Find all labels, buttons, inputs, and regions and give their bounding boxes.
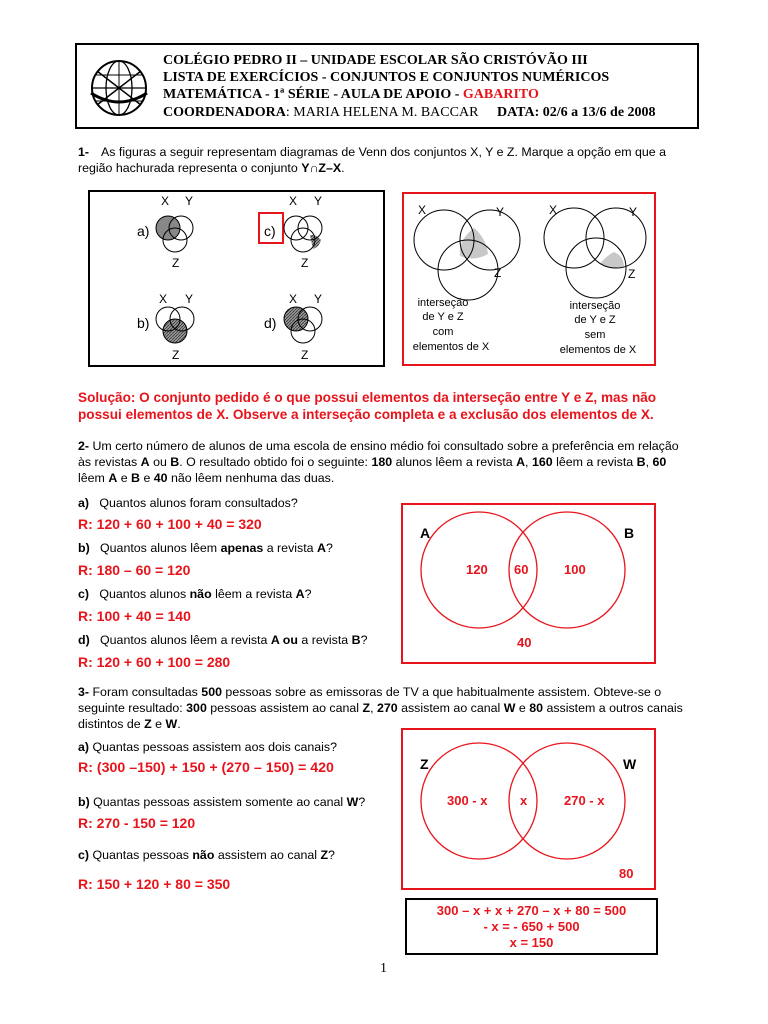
q3-l2-d: assistem ao canal [397,701,504,715]
header-list-title: LISTA DE EXERCÍCIOS - CONJUNTOS E CONJUNTOS NUMÉRICOS [163,70,610,85]
option-b-set-x: X [159,292,168,306]
q2-line3 [78,470,334,486]
q3-l2-a: seguinte resultado: [78,701,187,715]
page-number: 1 [380,961,387,976]
q2-qb-bold: apenas [220,541,264,555]
q3-answer-b: R: 270 - 150 = 120 [78,815,196,831]
q2-qc-label: c) [78,587,90,601]
q2-l2-A2: A [516,455,526,469]
q3-l2-300: 300 [186,701,207,715]
equation-line-3: x = 150 [509,935,554,950]
q2-qb-end: ? [325,541,333,555]
header-coordinator-name: : MARIA HELENA M. BACCAR [285,105,479,120]
q2-l2-a: às revistas [78,455,141,469]
q1-text-end: . [341,161,345,175]
option-b-set-z: Z [172,348,180,362]
option-b-label[interactable]: b) [137,315,150,331]
q1-venn-options [88,190,385,367]
q3-answer-a: R: (300 –150) + 150 + (270 – 150) = 420 [78,760,334,776]
q2-question-b [78,540,333,556]
q2-qa-text: Quantos alunos foram consultados? [99,496,298,510]
q3-l2-80: 80 [529,701,543,715]
q3-qb-end: ? [358,795,366,809]
q3-line1 [78,684,661,700]
q2-qd-label: d) [78,633,90,647]
q2-line2 [78,454,666,470]
q1-explanation-box [402,192,656,366]
q2-venn-box [401,503,656,664]
q3-line3 [78,716,181,732]
q2-l2-160: 160 [531,455,553,469]
q3-set-w-label: W [623,756,637,772]
option-d-label[interactable]: d) [264,315,277,331]
q3-qa-text: Quantas pessoas assistem aos dois canais? [89,740,337,754]
q2-qb-A: A [317,541,326,555]
q2-l3-B: B [131,471,140,485]
q3-qc-pre: Quantas pessoas [89,848,193,862]
option-d-set-z: Z [301,348,309,362]
q3-l2-Z: Z [362,701,371,715]
q3-qc-Z: Z [320,848,329,862]
q3-l1-500: 500 [201,685,222,699]
q3-l1-b: pessoas sobre as emissoras de TV a que habitualmente assistem. Obteve-se o [221,685,662,699]
q2-only-a-value: 120 [466,562,488,577]
q3-l2-W: W [503,701,516,715]
q2-question-a [78,495,298,511]
option-c-set-x: X [289,194,298,208]
q3-qc-bold: não [192,848,215,862]
header-school: COLÉGIO PEDRO II – UNIDADE ESCOLAR SÃO CRISTÓVÃO III [163,53,588,68]
option-a-label[interactable]: a) [137,223,150,239]
q2-qd-B: B [351,633,361,647]
option-d-set-x: X [289,292,298,306]
explain-right-y: Y [629,205,638,219]
q2-question-d [78,632,368,648]
explain-left-x: X [418,203,427,217]
q2-l2-b: ou [149,455,171,469]
q2-l2-g: , [645,455,653,469]
q2-l3-a: lêem [78,471,109,485]
q2-both-value: 60 [514,562,529,577]
q3-number: 3- [78,685,90,699]
q3-equation-box [405,898,658,955]
q2-answer-c: R: 100 + 40 = 140 [78,608,191,624]
header-subject-text: MATEMÁTICA - 1ª SÉRIE - AULA DE APOIO - [163,87,463,102]
header-coordinator-label: COORDENADORA [163,105,286,120]
header-coordinator [163,104,478,121]
q2-number: 2- [78,439,90,453]
q3-qc-end: ? [328,848,335,862]
q3-l1-a: Foram consultadas [92,685,202,699]
q2-question-c [78,586,312,602]
q2-qb-pre: Quantos alunos lêem [100,541,221,555]
option-b-set-y: Y [185,292,194,306]
explain-right-line-3: sem [584,329,606,341]
q3-question-c [78,847,335,863]
q3-qc-post: assistem ao canal [214,848,321,862]
q3-l2-e: e [515,701,530,715]
equation-line-2: - x = - 650 + 500 [483,919,580,934]
q1-options-box [88,190,385,367]
q3-question-a [78,739,337,755]
option-c-label[interactable]: c) [264,223,276,239]
q1-set-expression: Y∩Z–X [301,161,342,175]
q3-venn-box [401,728,656,890]
q3-only-z-value: 300 - x [447,793,488,808]
q2-l3-A: A [108,471,118,485]
q2-qd-bold: A ou [270,633,298,647]
explain-left-line-1: interseção [417,297,469,309]
q1-number: 1- [78,145,90,159]
q2-l2-f: lêem a revista [552,455,637,469]
q3-l3-a: distintos de [78,717,145,731]
header-box [75,43,699,129]
q2-l2-c: . O resultado obtido foi o seguinte: [179,455,372,469]
q3-qb-label: b) [78,795,90,809]
q2-l2-A: A [140,455,150,469]
q2-answer-d: R: 120 + 60 + 100 = 280 [78,654,231,670]
option-d-set-y: Y [314,292,323,306]
q2-line1 [78,438,679,454]
q3-l3-c: . [177,717,181,731]
explain-right-line-1: interseção [569,300,621,312]
q2-qc-bold: não [189,587,212,601]
q1-solution-line1: Solução: O conjunto pedido é o que possui elementos da interseção entre Y e Z, mas não [78,390,657,405]
equation-line-1: 300 – x + x + 270 – x + 80 = 500 [436,903,627,918]
header-gabarito: GABARITO [462,87,539,102]
option-a-set-x: X [161,194,170,208]
q3-qb-W: W [346,795,359,809]
q1-text-line2 [78,160,345,176]
q3-only-w-value: 270 - x [564,793,605,808]
q3-qb-text: Quantas pessoas assistem somente ao canal [89,795,347,809]
q3-answer-c: R: 150 + 120 + 80 = 350 [78,876,231,892]
q3-line2 [78,700,683,716]
explain-left-y: Y [496,205,505,219]
option-c-set-z: Z [301,256,309,270]
q2-l2-B: B [170,455,180,469]
q3-qc-label: c) [78,848,90,862]
q2-set-a-label: A [420,525,431,541]
q3-l3-b: e [151,717,166,731]
q2-qc-post: lêem a revista [211,587,296,601]
q3-l2-270: 270 [376,701,398,715]
q3-venn-diagram [401,728,656,890]
q3-qa-label: a) [78,740,90,754]
explain-left-line-3: com [432,326,454,338]
explain-right-line-4: elementos de X [559,344,637,356]
option-c-set-y: Y [314,194,323,208]
q2-set-b-label: B [624,525,635,541]
header-date: DATA: 02/6 a 13/6 de 2008 [497,105,656,120]
q1-text-line2-main: região hachurada representa o conjunto [78,161,302,175]
q2-qd-post: a revista [297,633,352,647]
explain-right-z: Z [628,267,636,281]
q2-qb-label: b) [78,541,90,555]
q3-l2-f: assistem a outros canais [543,701,683,715]
q2-answer-a: R: 120 + 60 + 100 + 40 = 320 [78,516,262,532]
header-subject [163,86,539,103]
q3-outside-value: 80 [619,866,634,881]
school-crest-icon [83,53,155,123]
q2-qd-pre: Quantos alunos lêem a revista [100,633,271,647]
q2-l2-e: , [525,455,532,469]
q2-l2-180: 180 [371,455,393,469]
explain-right-shaded [600,252,624,269]
q3-question-b [78,794,365,810]
q1-text-line1: As figuras a seguir representam diagramas de Venn dos conjuntos X, Y e Z. Marque a opção em que a [101,145,667,159]
q3-l2-b: pessoas assistem ao canal [206,701,363,715]
q2-only-b-value: 100 [564,562,586,577]
q3-l2-c: , [370,701,377,715]
explain-right-line-2: de Y e Z [574,314,616,326]
q2-l3-d: não lêem nenhuma das duas. [167,471,335,485]
q2-l2-B2: B [636,455,646,469]
explain-left-line-2: de Y e Z [422,311,464,323]
q2-qc-A: A [295,587,305,601]
q2-line1-text: Um certo número de alunos de uma escola de ensino médio foi consultado sobre a preferência em relação [92,439,679,453]
q2-l2-d: alunos lêem a revista [392,455,517,469]
q3-set-z-label: Z [420,756,429,772]
q2-qa-label: a) [78,496,90,510]
q2-qd-end: ? [360,633,368,647]
q2-l3-40: 40 [153,471,168,485]
q2-venn-diagram [401,503,656,664]
explain-left-z: Z [494,266,502,280]
option-a-set-z: Z [172,256,180,270]
q2-l3-b: e [117,471,132,485]
q3-both-value: x [520,793,528,808]
q1-solution-line2: possui elementos de X. Observe a interseção completa e a exclusão dos elementos de X. [78,407,654,422]
option-a-set-y: Y [185,194,194,208]
q2-qb-post: a revista [263,541,317,555]
explain-right-x: X [549,203,558,217]
explain-left-line-4: elementos de X [412,341,490,353]
q2-l3-c: e [140,471,154,485]
q2-outside-value: 40 [517,635,532,650]
q2-qc-pre: Quantos alunos [99,587,190,601]
q2-qc-end: ? [304,587,312,601]
q1-explanation-diagrams [402,192,656,366]
q3-l3-W: W [165,717,178,731]
q2-l2-60: 60 [652,455,667,469]
q2-answer-b: R: 180 – 60 = 120 [78,562,191,578]
q3-l3-Z: Z [144,717,152,731]
